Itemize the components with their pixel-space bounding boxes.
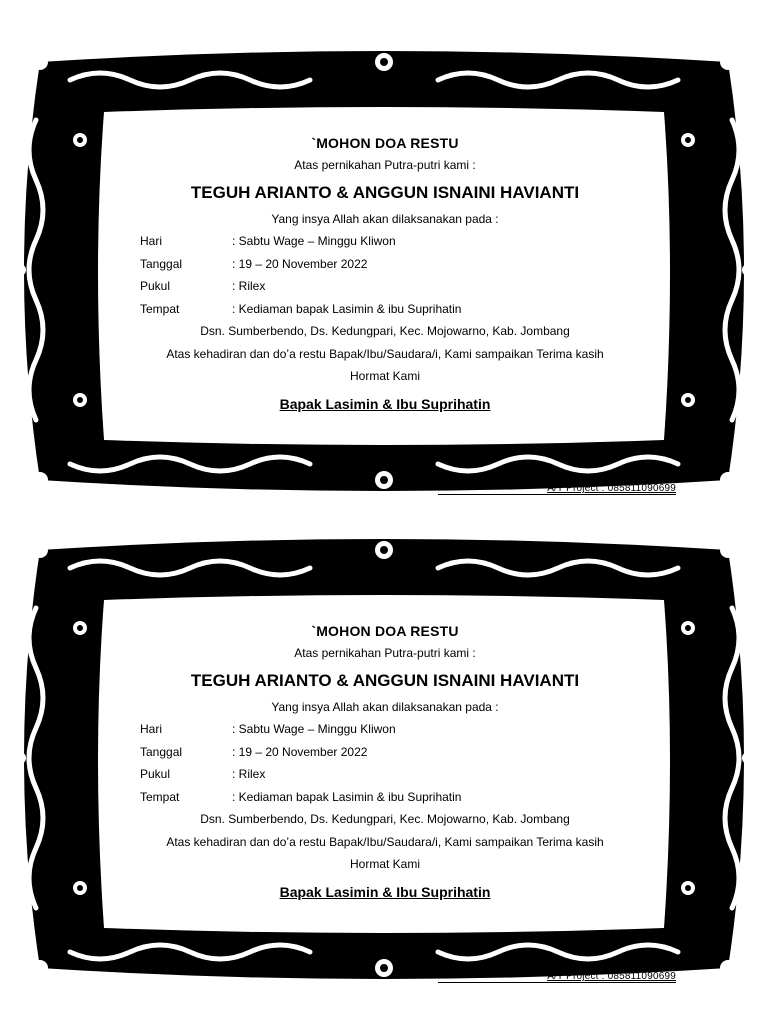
couple-names: TEGUH ARIANTO & ANGGUN ISNAINI HAVIANTI bbox=[190, 183, 580, 202]
credit-text: A/T Project : 085811090699 bbox=[547, 483, 676, 494]
invitation-card-2 bbox=[0, 528, 768, 1016]
card-heading: `MOHON DOA RESTU bbox=[311, 135, 459, 151]
address-line: Dsn. Sumberbendo, Ds. Kedungpari, Kec. Mojowarno, Kab. Jombang bbox=[200, 812, 570, 826]
detail-label: Tanggal bbox=[140, 256, 183, 271]
detail-row-hari bbox=[130, 718, 640, 741]
detail-label: Tempat bbox=[140, 789, 180, 804]
detail-label: Pukul bbox=[140, 279, 171, 293]
detail-label: Hari bbox=[140, 234, 163, 248]
card-subheading: Atas pernikahan Putra-putri kami : bbox=[294, 646, 476, 660]
detail-value: : Kediaman bapak Lasimin & ibu Suprihatin bbox=[232, 789, 462, 804]
credit-underline bbox=[438, 982, 676, 983]
detail-value: : Kediaman bapak Lasimin & ibu Suprihatin bbox=[232, 301, 462, 316]
detail-row-hari bbox=[130, 230, 640, 253]
detail-value: : 19 – 20 November 2022 bbox=[232, 744, 368, 759]
detail-value: : Sabtu Wage – Minggu Kliwon bbox=[232, 722, 396, 736]
regards-line: Hormat Kami bbox=[349, 857, 420, 871]
detail-label: Tempat bbox=[140, 301, 180, 316]
closing-line: Atas kehadiran dan do’a restu Bapak/Ibu/Saudara/i, Kami sampaikan Terima kasih bbox=[166, 346, 604, 361]
detail-row-tanggal bbox=[130, 741, 640, 764]
detail-label: Pukul bbox=[140, 767, 171, 781]
event-intro: Yang insya Allah akan dilaksanakan pada : bbox=[271, 212, 499, 226]
detail-row-tanggal bbox=[130, 253, 640, 276]
address-line: Dsn. Sumberbendo, Ds. Kedungpari, Kec. Mojowarno, Kab. Jombang bbox=[200, 324, 570, 338]
detail-row-tempat bbox=[130, 298, 640, 321]
regards-line: Hormat Kami bbox=[349, 369, 420, 383]
detail-label: Hari bbox=[140, 722, 163, 736]
signature: Bapak Lasimin & Ibu Suprihatin bbox=[279, 883, 491, 900]
closing-line: Atas kehadiran dan do’a restu Bapak/Ibu/Saudara/i, Kami sampaikan Terima kasih bbox=[166, 834, 604, 849]
event-intro: Yang insya Allah akan dilaksanakan pada : bbox=[271, 700, 499, 714]
couple-names: TEGUH ARIANTO & ANGGUN ISNAINI HAVIANTI bbox=[190, 671, 580, 690]
detail-label: Tanggal bbox=[140, 744, 183, 759]
invitation-card-1 bbox=[0, 40, 768, 528]
detail-row-pukul bbox=[130, 763, 640, 786]
detail-value: : Sabtu Wage – Minggu Kliwon bbox=[232, 234, 396, 248]
card-heading: `MOHON DOA RESTU bbox=[311, 623, 459, 639]
detail-row-pukul bbox=[130, 275, 640, 298]
invitation-content bbox=[130, 620, 640, 905]
detail-value: : Rilex bbox=[232, 279, 266, 293]
credit-underline bbox=[438, 494, 676, 495]
credit-text: A/T Project : 085811090699 bbox=[547, 971, 676, 982]
signature: Bapak Lasimin & Ibu Suprihatin bbox=[279, 395, 491, 412]
card-subheading: Atas pernikahan Putra-putri kami : bbox=[294, 158, 476, 172]
detail-value: : 19 – 20 November 2022 bbox=[232, 256, 368, 271]
invitation-content bbox=[130, 132, 640, 417]
detail-row-tempat bbox=[130, 786, 640, 809]
detail-value: : Rilex bbox=[232, 767, 266, 781]
